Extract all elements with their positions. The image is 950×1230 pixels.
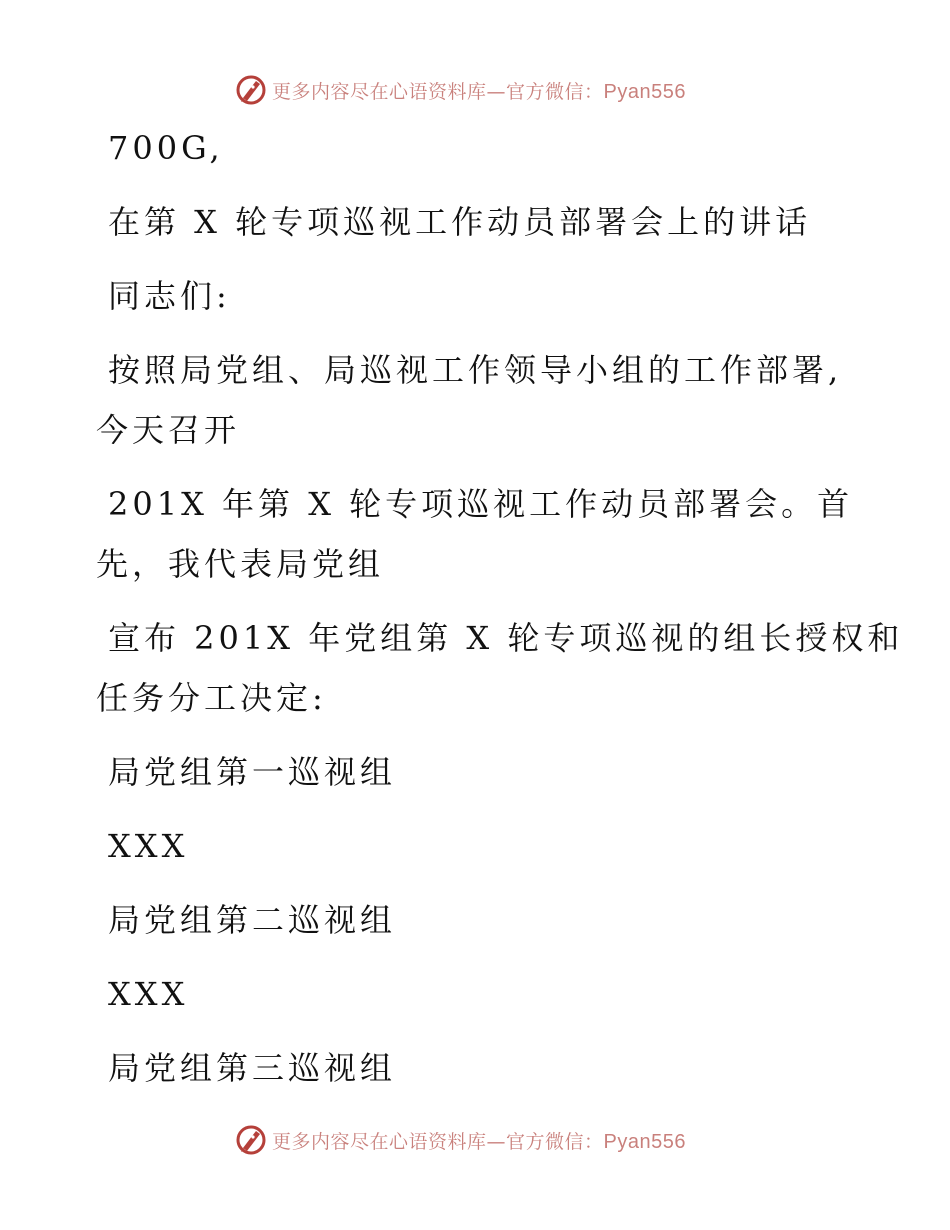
group-1-leader: XXX (108, 827, 189, 865)
paragraph-3-line-1: 宣布 201X 年党组第 X 轮专项巡视的组长授权和 (108, 619, 904, 657)
header-banner-text: 更多内容尽在心语资料库—官方微信：Pyan556 (272, 80, 686, 103)
paragraph-1 (96, 340, 856, 460)
paragraph-1-line-2: 今天召开 (96, 411, 241, 449)
group-1-heading: 局党组第一巡视组 (108, 753, 397, 791)
paragraph-2-line-2: 先，我代表局党组 (96, 545, 385, 583)
paragraph-2 (96, 474, 856, 594)
speech-title: 在第 X 轮专项巡视工作动员部署会上的讲话 (108, 203, 812, 241)
line-700g: 700G, (108, 129, 224, 167)
footer-banner-text: 更多内容尽在心语资料库—官方微信：Pyan556 (272, 1130, 686, 1153)
group-2-leader: XXX (108, 975, 189, 1013)
paragraph-3-line-2: 任务分工决定: (96, 679, 327, 717)
group-2-heading: 局党组第二巡视组 (108, 901, 397, 939)
footer-wechat-id: Pyan556 (603, 1130, 686, 1153)
salutation: 同志们: (108, 277, 231, 315)
paragraph-1-line-1: 按照局党组、局巡视工作领导小组的工作部署, (108, 351, 843, 389)
pen-logo-icon (234, 1123, 268, 1157)
header-wechat-id: Pyan556 (603, 80, 686, 103)
header-banner (234, 70, 686, 110)
pen-logo-icon (234, 73, 268, 107)
paragraph-2-line-1: 201X 年第 X 轮专项巡视工作动员部署会。首 (108, 485, 854, 523)
footer-banner (234, 1120, 686, 1160)
paragraph-3 (96, 608, 904, 728)
group-3-heading: 局党组第三巡视组 (108, 1049, 397, 1087)
document-body (96, 118, 904, 1098)
